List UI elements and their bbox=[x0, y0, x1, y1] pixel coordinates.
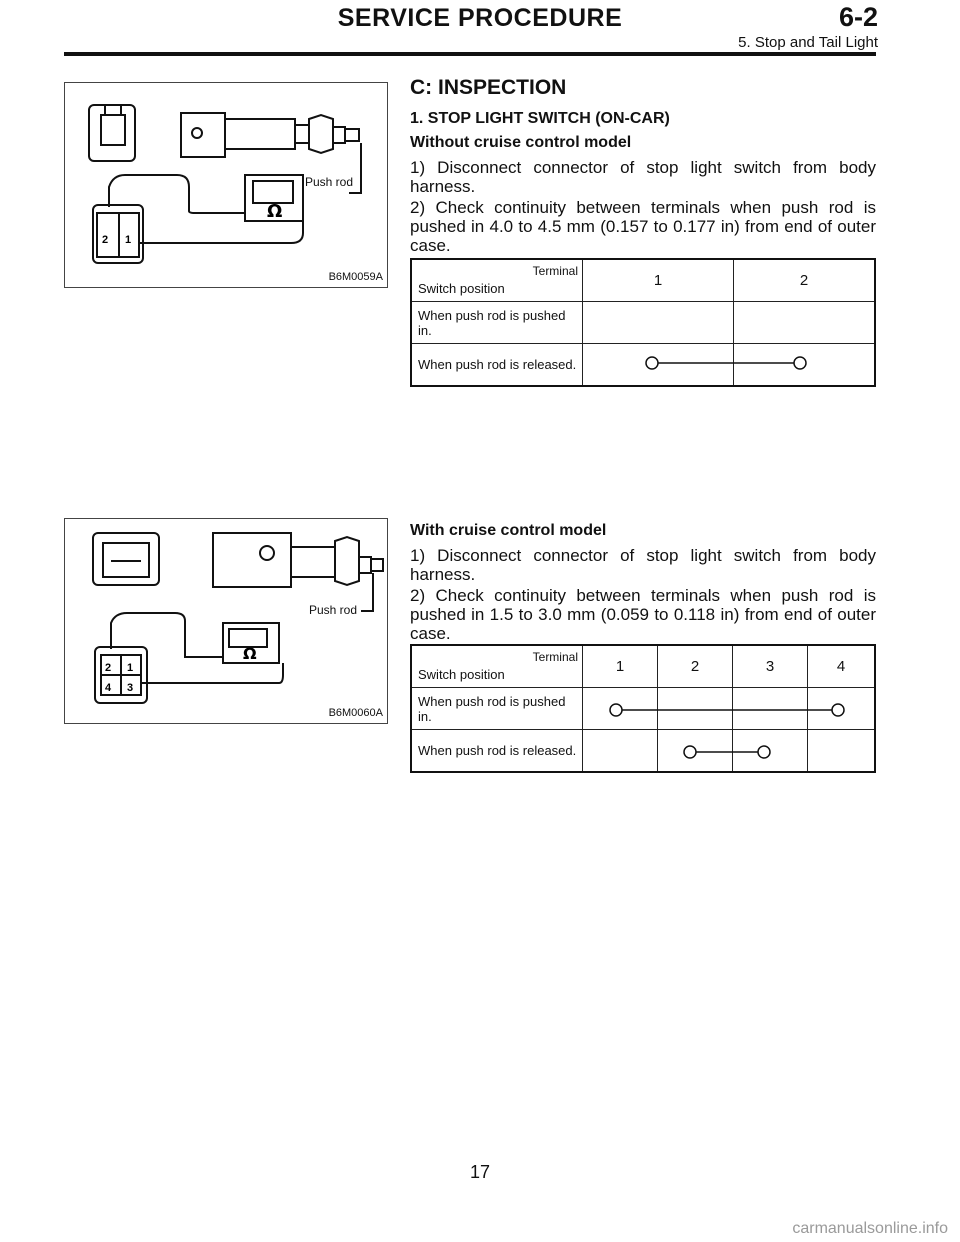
switch-position-header: Switch position bbox=[418, 667, 505, 682]
ohm-icon: Ω bbox=[267, 201, 283, 222]
push-rod-label: Push rod bbox=[309, 603, 358, 617]
connector-pin-label: 4 bbox=[105, 682, 112, 694]
terminal-column-header: 2 bbox=[734, 259, 876, 302]
terminal-header: Terminal bbox=[532, 650, 578, 664]
continuity-table-no-cruise bbox=[410, 258, 876, 387]
watermark: carmanualsonline.info bbox=[792, 1220, 948, 1237]
table-header-cell bbox=[411, 645, 583, 688]
terminal-column-header: 2 bbox=[658, 645, 733, 688]
terminal-column-header: 4 bbox=[808, 645, 876, 688]
step-1-text: 1) Disconnect connector of stop light switch from body harness. bbox=[410, 158, 876, 196]
wiring-diagram-2 bbox=[65, 519, 387, 723]
figure-stop-light-switch-cruise bbox=[64, 518, 388, 724]
switch-position-header: Switch position bbox=[418, 281, 505, 296]
without-cruise-heading: Without cruise control model bbox=[410, 134, 632, 151]
step-2-text: 2) Check continuity between terminals when push rod is pushed in 4.0 to 4.5 mm (0.157 to 0.177 in) from end of outer case. bbox=[410, 198, 876, 255]
continuity-table-cruise bbox=[410, 644, 876, 773]
figure-code: B6M0059A bbox=[328, 271, 383, 283]
table-header-cell bbox=[411, 259, 583, 302]
row-label: When push rod is released. bbox=[411, 730, 583, 773]
with-cruise-heading: With cruise control model bbox=[410, 522, 607, 539]
connector-pin-label: 1 bbox=[125, 234, 132, 246]
page-header-title: SERVICE PROCEDURE bbox=[337, 4, 623, 32]
step-2-text: 2) Check continuity between terminals when push rod is pushed in 1.5 to 3.0 mm (0.059 to 0.118 in) from end of outer case. bbox=[410, 586, 876, 643]
row-label: When push rod is pushed in. bbox=[411, 302, 583, 344]
stop-light-switch-heading: 1. STOP LIGHT SWITCH (ON-CAR) bbox=[410, 110, 670, 127]
ohm-icon: Ω bbox=[243, 644, 257, 663]
terminal-column-header: 3 bbox=[733, 645, 808, 688]
inspection-heading: C: INSPECTION bbox=[410, 76, 567, 99]
figure-code: B6M0060A bbox=[328, 707, 383, 719]
terminal-column-header: 1 bbox=[583, 645, 658, 688]
row-label: When push rod is pushed in. bbox=[411, 688, 583, 730]
section-number: 6-2 bbox=[838, 2, 878, 32]
header-rule bbox=[64, 52, 876, 56]
terminal-header: Terminal bbox=[532, 264, 578, 278]
row-label: When push rod is released. bbox=[411, 344, 583, 387]
connector-pin-label: 1 bbox=[127, 662, 134, 674]
figure-stop-light-switch-no-cruise bbox=[64, 82, 388, 288]
section-subtitle: 5. Stop and Tail Light bbox=[738, 34, 878, 51]
page-number: 17 bbox=[469, 1162, 491, 1182]
push-rod-label: Push rod bbox=[305, 175, 354, 189]
connector-pin-label: 2 bbox=[105, 662, 112, 674]
terminal-column-header: 1 bbox=[583, 259, 734, 302]
connector-pin-label: 2 bbox=[102, 234, 109, 246]
step-1-text: 1) Disconnect connector of stop light switch from body harness. bbox=[410, 546, 876, 584]
connector-pin-label: 3 bbox=[127, 682, 134, 694]
